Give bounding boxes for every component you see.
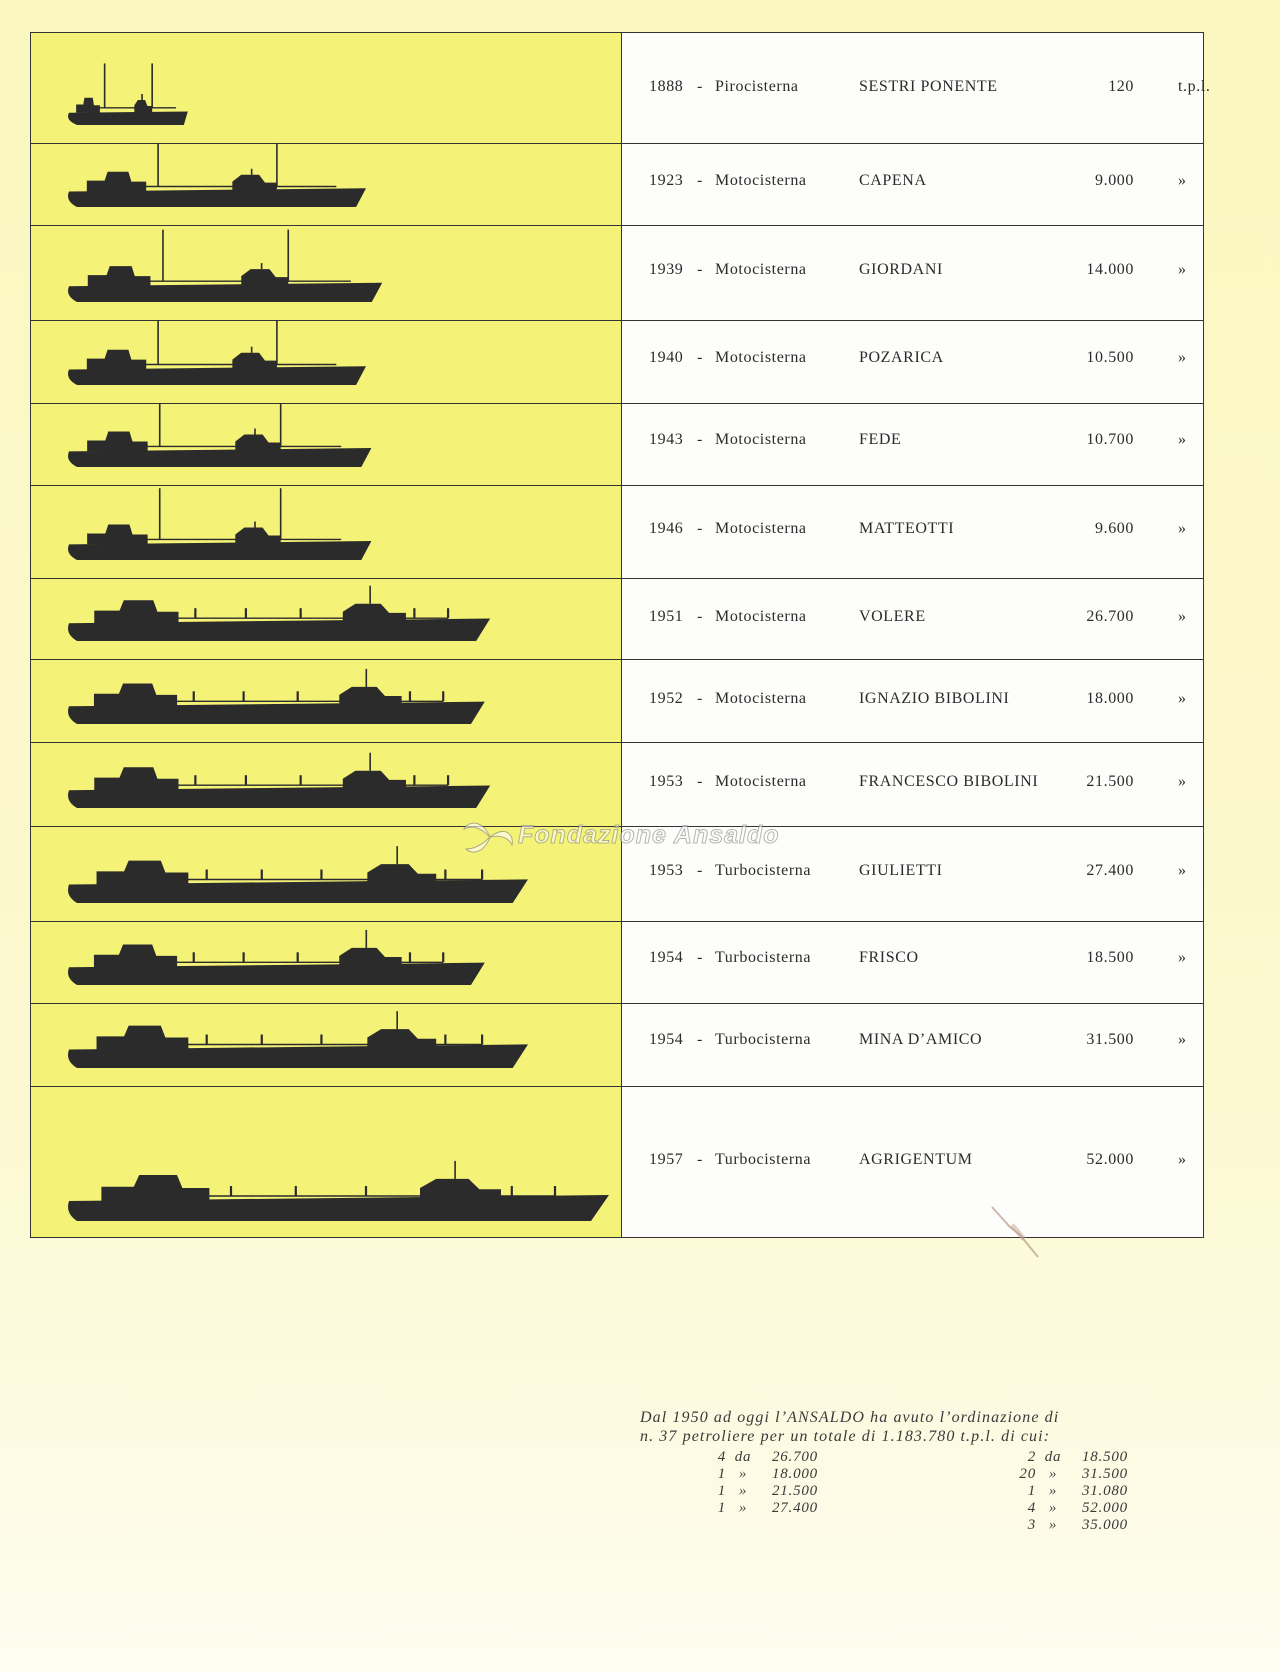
summary-right_column-value: 31.080 [1081, 1483, 1128, 1499]
vessel-type: Motocisterna [715, 349, 807, 366]
summary-right_column-sep: » [1048, 1517, 1058, 1533]
vessel-name: MINA D’AMICO [859, 1031, 983, 1048]
year-label: 1943 [649, 431, 684, 448]
year-label: 1888 [649, 78, 684, 95]
dash-label: - [697, 172, 703, 189]
dash-label: - [697, 431, 703, 448]
tonnage-value: 120 [1108, 78, 1134, 95]
tanker-row [31, 403, 1203, 485]
tonnage-unit: » [1178, 862, 1187, 879]
dash-label: - [697, 862, 703, 879]
year-label: 1952 [649, 690, 684, 707]
summary-line-1: Dal 1950 ad oggi l’ANSALDO ha avuto l’ordinazione di [640, 1409, 1060, 1426]
vessel-name: IGNAZIO BIBOLINI [859, 690, 1010, 707]
tonnage-unit: » [1178, 690, 1187, 707]
vessel-name: POZARICA [859, 349, 944, 366]
tonnage-unit: » [1178, 608, 1187, 625]
dash-label: - [697, 520, 703, 537]
tanker-row [31, 659, 1203, 742]
vessel-name: FRISCO [859, 949, 919, 966]
vessel-name: FEDE [859, 431, 902, 448]
dash-label: - [697, 608, 703, 625]
vessel-type: Turbocisterna [715, 1031, 812, 1048]
tonnage-value: 18.000 [1086, 690, 1134, 707]
summary-right_column-value: 18.500 [1081, 1449, 1128, 1465]
vessel-type: Motocisterna [715, 608, 807, 625]
vessel-name: GIULIETTI [859, 862, 943, 879]
tonnage-value: 21.500 [1086, 773, 1134, 790]
watermark [462, 815, 822, 859]
summary-left_column-sep: da [734, 1449, 752, 1465]
vessel-type: Motocisterna [715, 690, 807, 707]
summary-right_column-sep: » [1048, 1500, 1058, 1516]
tanker-row [31, 1003, 1203, 1086]
tonnage-value: 27.400 [1086, 862, 1134, 879]
summary-right_column-count: 3 [1027, 1517, 1036, 1533]
tonnage-value: 9.600 [1095, 520, 1134, 537]
summary-left_column-value: 18.000 [771, 1466, 818, 1482]
tanker-row [31, 485, 1203, 578]
year-label: 1940 [649, 349, 684, 366]
vessel-name: MATTEOTTI [859, 520, 955, 537]
vessel-name: FRANCESCO BIBOLINI [859, 773, 1039, 790]
tanker-row [31, 320, 1203, 403]
watermark-text: Fondazione Ansaldo [518, 821, 780, 849]
tanker-row [31, 143, 1203, 225]
summary-right_column-count: 20 [1019, 1466, 1036, 1482]
vessel-type: Motocisterna [715, 520, 807, 537]
year-label: 1954 [649, 1031, 684, 1048]
summary-right_column-count: 4 [1027, 1500, 1036, 1516]
summary-left_column-sep: » [738, 1466, 748, 1482]
summary-left_column-count: 4 [717, 1449, 726, 1465]
vessel-type: Pirocisterna [715, 78, 799, 95]
tonnage-unit: » [1178, 1031, 1187, 1048]
dash-label: - [697, 349, 703, 366]
paper-stain [990, 1205, 1050, 1265]
ship-silhouette-icon [31, 485, 621, 578]
year-label: 1953 [649, 773, 684, 790]
summary-right_column-value: 52.000 [1081, 1500, 1128, 1516]
summary-right_column-value: 35.000 [1081, 1517, 1128, 1533]
vessel-type: Motocisterna [715, 261, 807, 278]
ship-silhouette-icon [31, 742, 621, 826]
tonnage-value: 31.500 [1086, 1031, 1134, 1048]
summary-right_column-value: 31.500 [1081, 1466, 1128, 1482]
ship-silhouette-icon [31, 33, 621, 143]
ship-silhouette-icon [31, 1003, 621, 1086]
year-label: 1951 [649, 608, 684, 625]
year-label: 1954 [649, 949, 684, 966]
summary-left_column-value: 26.700 [771, 1449, 818, 1465]
dash-label: - [697, 773, 703, 790]
ship-silhouette-icon [31, 578, 621, 659]
vessel-type: Motocisterna [715, 172, 807, 189]
dash-label: - [697, 1151, 703, 1168]
ansaldo-logo-icon [462, 815, 518, 859]
summary-left_column-count: 1 [717, 1483, 726, 1499]
tonnage-value: 9.000 [1095, 172, 1134, 189]
tonnage-unit: » [1178, 261, 1187, 278]
ship-silhouette-icon [31, 1086, 621, 1239]
vessel-type: Turbocisterna [715, 949, 812, 966]
summary-line-2: n. 37 petroliere per un totale di 1.183.780 t.p.l. di cui: [640, 1428, 1051, 1445]
year-label: 1923 [649, 172, 684, 189]
summary-left_column-count: 1 [717, 1500, 726, 1516]
tonnage-value: 18.500 [1086, 949, 1134, 966]
tonnage-unit: t.p.l. [1178, 78, 1211, 95]
summary-left_column-count: 1 [717, 1466, 726, 1482]
year-label: 1946 [649, 520, 684, 537]
dash-label: - [697, 78, 703, 95]
tonnage-unit: » [1178, 520, 1187, 537]
ship-silhouette-icon [31, 403, 621, 485]
tonnage-unit: » [1178, 1151, 1187, 1168]
tonnage-unit: » [1178, 431, 1187, 448]
vessel-name: AGRIGENTUM [859, 1151, 973, 1168]
tanker-row [31, 921, 1203, 1003]
tonnage-unit: » [1178, 172, 1187, 189]
dash-label: - [697, 261, 703, 278]
summary-left_column-sep: » [738, 1500, 748, 1516]
tonnage-value: 10.500 [1086, 349, 1134, 366]
ship-silhouette-icon [31, 143, 621, 225]
tanker-row [31, 742, 1203, 826]
summary-left_column-value: 27.400 [771, 1500, 818, 1516]
tonnage-unit: » [1178, 349, 1187, 366]
year-label: 1953 [649, 862, 684, 879]
summary-right_column-sep: » [1048, 1466, 1058, 1482]
summary-left_column-value: 21.500 [771, 1483, 818, 1499]
year-label: 1957 [649, 1151, 684, 1168]
tonnage-value: 14.000 [1086, 261, 1134, 278]
vessel-name: VOLERE [859, 608, 926, 625]
tanker-row [31, 578, 1203, 659]
tonnage-unit: » [1178, 773, 1187, 790]
ship-silhouette-icon [31, 921, 621, 1003]
vessel-type: Turbocisterna [715, 1151, 812, 1168]
vessel-type: Turbocisterna [715, 862, 812, 879]
summary-right_column-sep: da [1044, 1449, 1062, 1465]
summary-right_column-sep: » [1048, 1483, 1058, 1499]
vessel-name: CAPENA [859, 172, 927, 189]
tanker-table [30, 32, 1211, 1238]
tonnage-value: 10.700 [1086, 431, 1134, 448]
vessel-name: GIORDANI [859, 261, 943, 278]
year-label: 1939 [649, 261, 684, 278]
dash-label: - [697, 1031, 703, 1048]
dash-label: - [697, 949, 703, 966]
tonnage-value: 26.700 [1086, 608, 1134, 625]
tanker-row [31, 225, 1203, 320]
vessel-name: SESTRI PONENTE [859, 78, 998, 95]
vessel-type: Motocisterna [715, 431, 807, 448]
ship-silhouette-icon [31, 320, 621, 403]
dash-label: - [697, 690, 703, 707]
ship-silhouette-icon [31, 659, 621, 742]
ship-silhouette-icon [31, 225, 621, 320]
vessel-type: Motocisterna [715, 773, 807, 790]
summary-left_column-sep: » [738, 1483, 748, 1499]
summary-right_column-count: 2 [1027, 1449, 1036, 1465]
tonnage-value: 52.000 [1086, 1151, 1134, 1168]
tonnage-unit: » [1178, 949, 1187, 966]
tanker-row [31, 33, 1211, 143]
summary-right_column-count: 1 [1027, 1483, 1036, 1499]
